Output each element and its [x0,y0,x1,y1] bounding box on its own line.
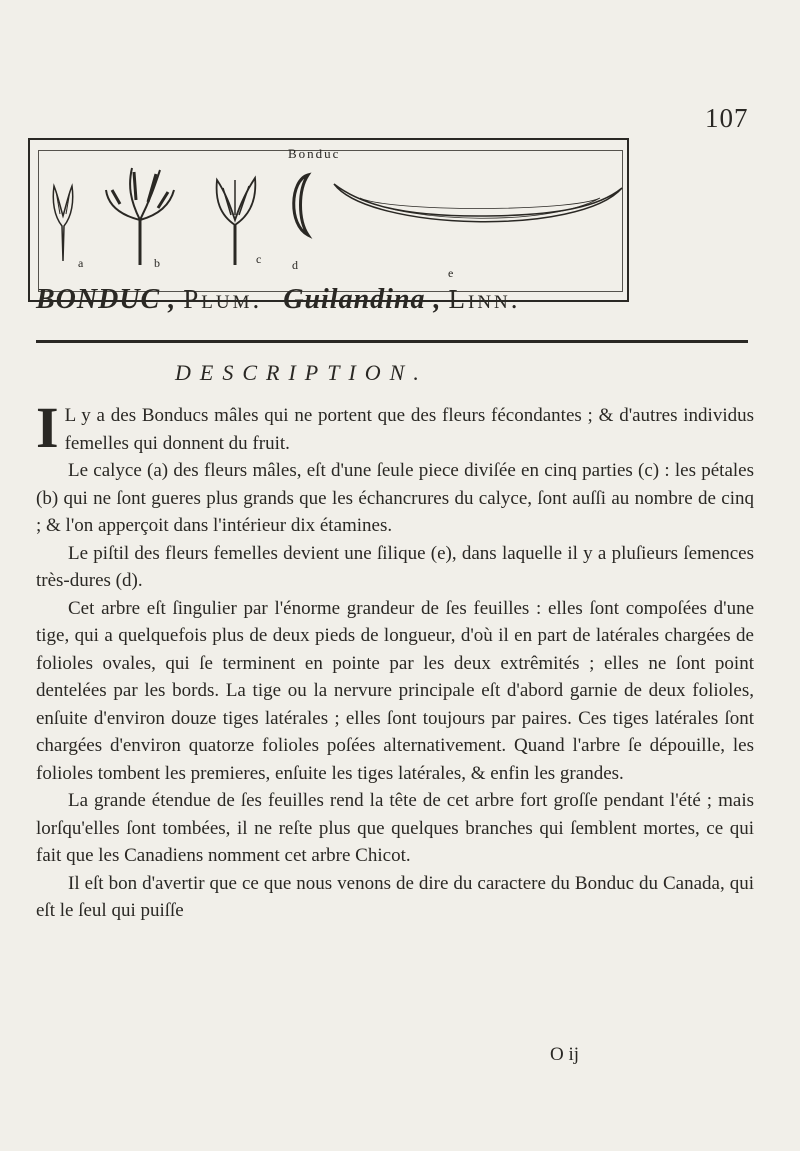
paragraph-4: Cet arbre eſt ſingulier par l'énorme grandeur de ſes feuilles : elles ſont compoſées d'une tige, qui a quelquefois plus de deux pieds de longueur, d'où il en part de latérales chargées de folioles ovales, qui ſe terminent en pointe par les deux extrêmités ; elles ne ſont point dentelées par les bords. La tige ou la nervure principale eſt d'abord garnie de deux folioles, enſuite d'environ douze tiges latérales ; elles ſont toujours par paires. Ces tiges latérales ſont chargées d'environ quatorze folioles poſées alternativement. Quand l'arbre ſe dépouille, les folioles tombent les premieres, enſuite les tiges latérales, & enfin les grandes. [36,597,754,784]
section-title: DESCRIPTION. [175,360,428,385]
figure-d-label: d [292,258,298,272]
figure-d-seed [282,170,322,240]
page-number: 107 [705,103,749,133]
title-line [36,284,756,316]
drop-cap: I [36,395,59,460]
author-linnaeus: Linn. [448,284,521,314]
paragraph-3: Le piſtil des fleurs femelles devient une ſilique (e), dans laquelle il y a pluſieurs ſemences très-dures (d). [36,542,754,591]
paragraph-2: Le calyce (a) des fleurs mâles, eſt d'une ſeule piece diviſée en cinq parties (c) : les pétales (b) qui ne ſont gueres plus grands que les échancrures du calyce, ſont auſſi au nombre de cinq ; & l'on apperçoit dans l'intérieur dix étamines. [36,460,754,536]
paragraph-1 [36,395,754,460]
figure-c-label: c [256,252,262,266]
figure-e-label: e [448,266,454,280]
botanical-plate [28,138,629,302]
figure-a-label: a [78,256,84,270]
title-rule [36,340,748,343]
paragraph-6: Il eſt bon d'avertir que ce que nous venons de dire du caractere du Bonduc du Canada, qui eſt le ſeul qui puiſſe [36,872,754,921]
paragraph-1-text: L y a des Bonducs mâles qui ne portent que des fleurs fécondantes ; & d'autres individus femelles qui donnent du fruit. [64,405,754,454]
figure-a-calyx [48,166,78,266]
figure-b-male-flower [100,160,180,270]
signature-mark: O ij [550,1044,580,1065]
paragraph-5: La grande étendue de ſes feuilles rend la tête de cet arbre fort groſſe pendant l'été ; mais lorſqu'elles ſont tombées, il ne reſte plus que quelques branches qui ſemblent mortes, ce qui fait que les Canadiens nomment cet arbre Chicot. [36,790,754,866]
genus-name: BONDUC , [36,284,177,315]
description-body [36,395,754,925]
figure-b-label: b [154,256,160,270]
synonym-name: Guilandina , [283,284,442,315]
plate-caption: Bonduc [288,146,341,161]
author-plumier: Plum. [183,284,263,314]
figure-e-pod [330,176,630,246]
